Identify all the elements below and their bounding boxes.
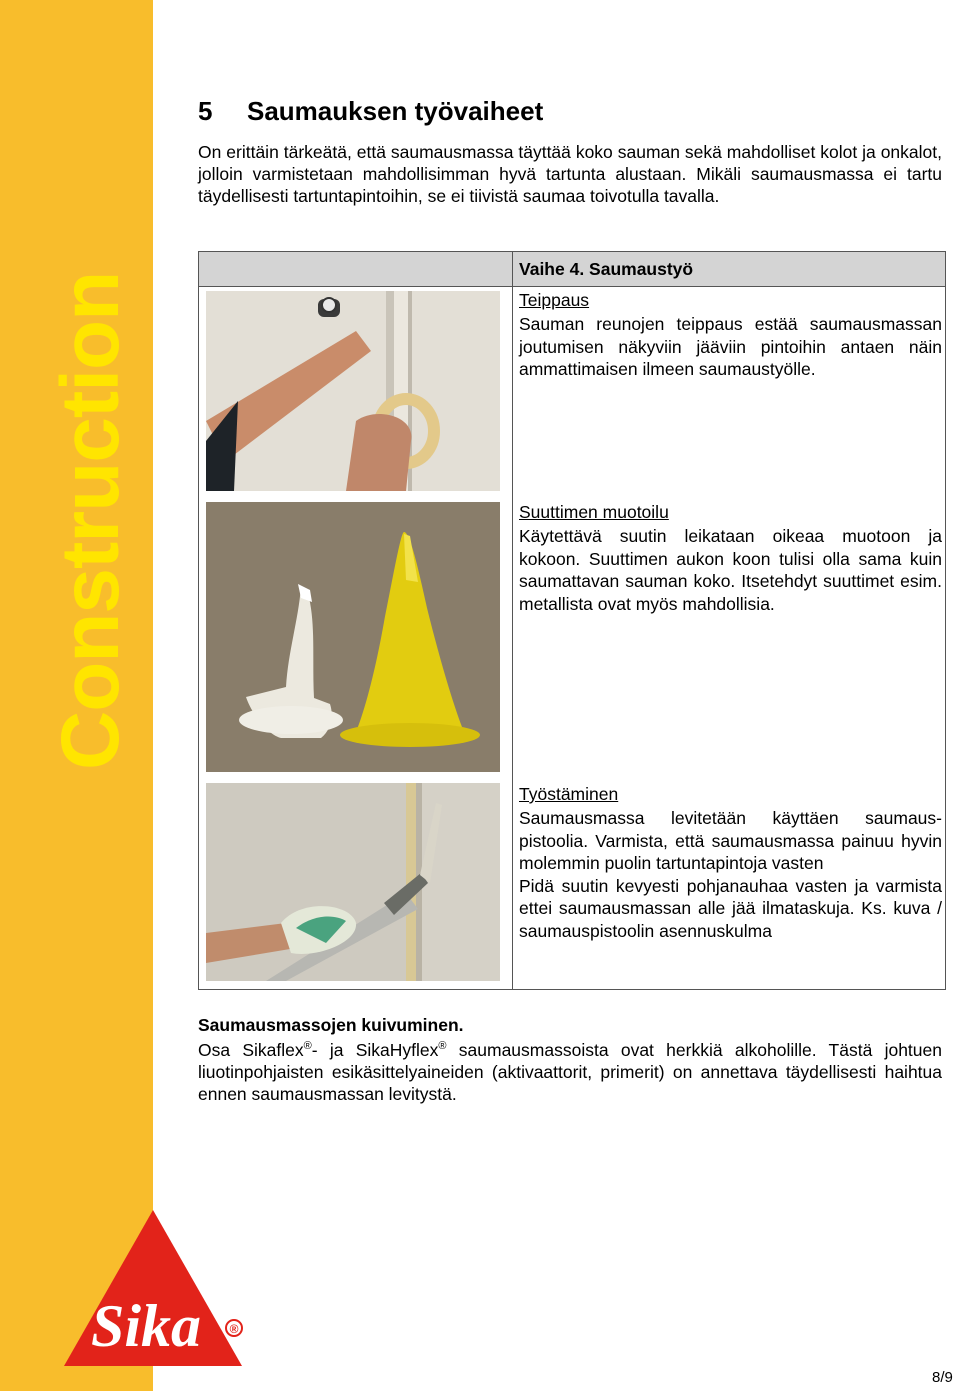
section-number: 5 [198,96,213,126]
logo-registered-mark: ® [229,1322,239,1336]
sika-triangle-logo [62,1210,244,1368]
step-title-nozzle: Suuttimen muotoilu [519,502,669,522]
table-header-divider [199,286,945,287]
applying-sealant-photo [206,783,500,981]
drying-title: Saumausmassojen kuivuminen. [198,1015,464,1035]
logo-text: Sika [90,1293,202,1359]
step-body-applying-line-1: Saumausmassa levitetään käyttäen saumaus-pistoolia. Varmista, että saumausmassa painuu hyvin molemmin puolin tartuntapintoja vasten [519,808,942,873]
drying-text-3: saumausmassoista ovat herkkiä alkoholille. Tästä johtuen liuotinpohjaisten esikäsittelyaineiden (aktivaattorit, primerit) on annettava täydellisesti haihtua ennen saumausmassan levitystä. [198,1040,942,1104]
step-body-applying-line-2: Pidä suutin kevyesti pohjanauhaa vasten ja varmista ettei saumausmassan alle jää ilmataskuja. Ks. kuva / saumauspistoolin asennuskulma [519,875,942,941]
registered-mark-2: ® [438,1040,447,1053]
step-title-applying: Työstäminen [519,784,619,804]
section-title: Saumauksen työvaiheet [247,96,544,126]
step-body-nozzle: Käytettävä suutin leikataan oikeaa muotoon ja kokoon. Suuttimen aukon koon tulisi olla sama kuin saumattavan sauman koko. Itsetehdyt suuttimet esim. metallista ovat myös mahdollisia. [519,526,942,614]
table-header: Vaihe 4. Saumaustyö [519,259,694,279]
registered-mark-1: ® [303,1040,312,1053]
section-heading [198,96,543,127]
taping-joint-photo [206,291,500,491]
page-number: 8/9 [932,1369,953,1386]
drying-paragraph [198,1039,942,1105]
nozzles-photo [206,502,500,772]
table-column-divider [512,252,513,989]
step-title-taping: Teippaus [519,290,590,310]
drying-text-1: Osa Sikaflex [198,1040,304,1060]
sidebar-band [0,0,153,1391]
drying-text-2: - ja SikaHyflex [311,1040,439,1060]
sidebar-label: Construction [45,271,136,770]
intro-paragraph: On erittäin tärkeätä, että saumausmassa täyttää koko sauman sekä mahdolliset kolot ja onkalot, jolloin varmistetaan mahdollisimman hyvä tartunta alustaan. Mikäli saumausmassa ei tartu täydellisesti tartuntapintoihin, se ei tiivistä saumaa toivotulla tavalla. [198,142,942,206]
step-body-taping: Sauman reunojen teippaus estää saumausmassan joutumisen näkyviin jääviin pintoihin antaen näin ammattimaisen ilmeen saumaustyölle. [519,314,942,379]
step-body-applying [519,807,942,942]
